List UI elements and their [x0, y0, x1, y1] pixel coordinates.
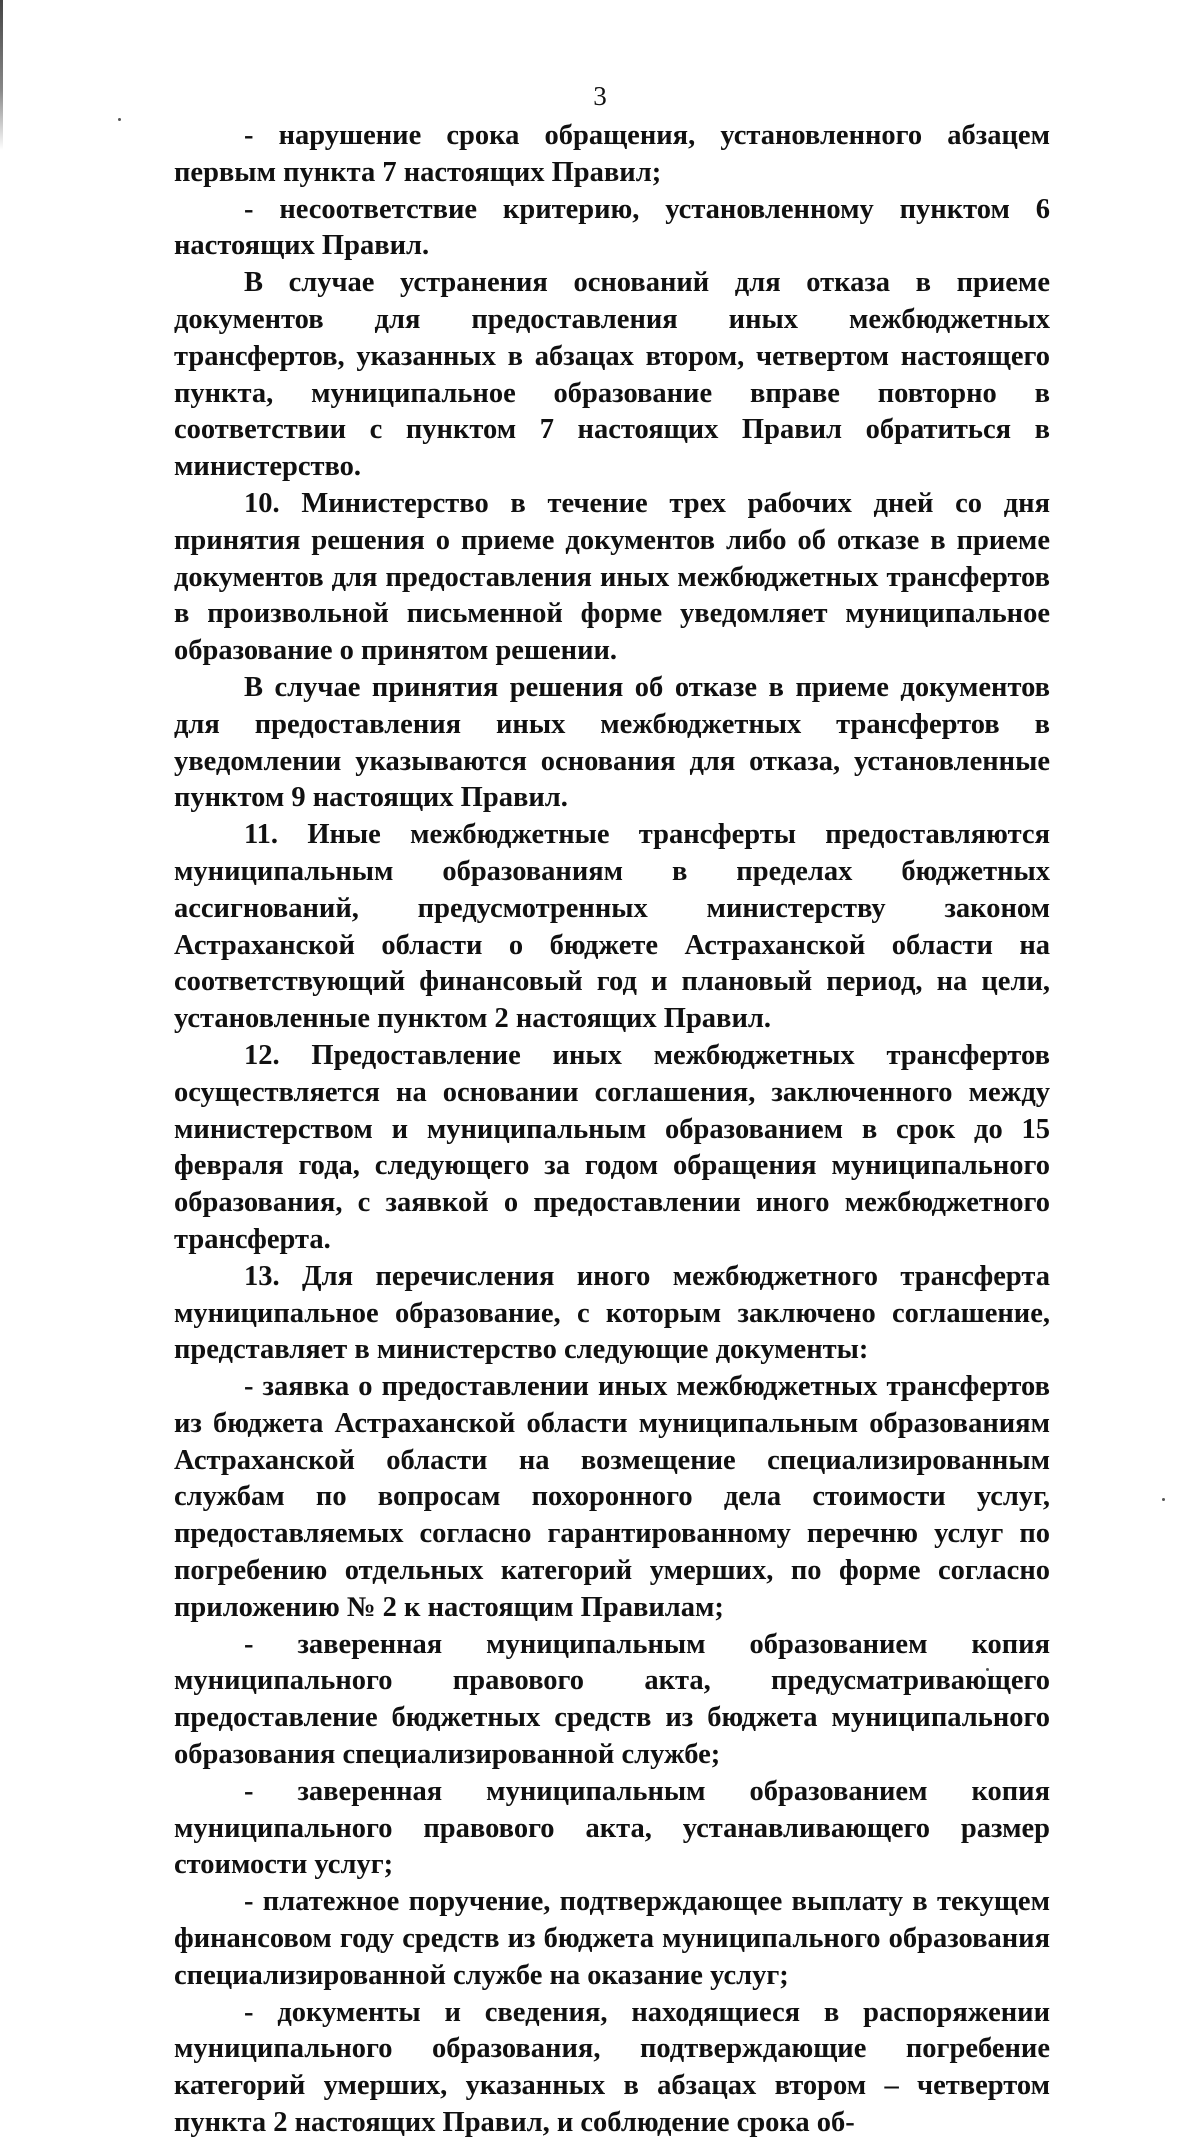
paragraph: 11. Иные межбюджетные трансферты предоставляются муниципальным образованиям в пределах бюджетных ассигнований, предусмотренных министерству законом Астраханской области о бюджете Астраханской области на соответствующий финансовый год и плановый период, на цели, установленные пунктом 2 настоящих Правил.	[174, 819, 1050, 1035]
paragraph: - документы и сведения, находящиеся в распоряжении муниципального образования, подтверждающие погребение категорий умерших, указанных в абзацах втором – четвертом пункта 2 настоящих Правил, и соблюдение срока об-	[174, 1996, 1050, 2139]
paragraph: - платежное поручение, подтверждающее выплату в текущем финансовом году средств из бюджета муниципального образования специализированной службе на оказание услуг;	[174, 1886, 1050, 1991]
paragraph: - заверенная муниципальным образованием копия муниципального правового акта, устанавливающего размер стоимости услуг;	[174, 1775, 1050, 1881]
paragraph: В случае принятия решения об отказе в приеме документов для предоставления иных межбюджетных трансфертов в уведомлении указываются основания для отказа, установленные пунктом 9 настоящих Правил.	[174, 671, 1050, 814]
paragraph: 10. Министерство в течение трех рабочих дней со дня принятия решения о приеме документов либо об отказе в приеме документов для предоставления иных межбюджетных трансфертов в произвольной письменной форме уведомляет муниципальное образование о принятом решении.	[174, 487, 1050, 667]
scan-edge-artifact	[0, 0, 3, 150]
scan-speck	[118, 118, 121, 121]
paragraph: 13. Для перечисления иного межбюджетного трансферта муниципальное образование, с которым заключено соглашение, представляет в министерство следующие документы:	[174, 1260, 1050, 1366]
paragraph: - нарушение срока обращения, установленного абзацем первым пункта 7 настоящих Правил;	[174, 120, 1050, 188]
paragraph: В случае устранения оснований для отказа в приеме документов для предоставления иных межбюджетных трансфертов, указанных в абзацах втором, четвертом настоящего пункта, муниципальное образование вправе повторно в соответствии с пунктом 7 настоящих Правил обратиться в министерство.	[174, 267, 1050, 483]
paragraph: - несоответствие критерию, установленному пунктом 6 настоящих Правил.	[174, 193, 1050, 262]
paragraph: - заверенная муниципальным образованием копия муниципального правового акта, предусматривающего предоставление бюджетных средств из бюджета муниципального образования специализированной службе;	[174, 1628, 1050, 1771]
scan-speck	[1162, 1498, 1165, 1501]
page-number: 3	[593, 81, 607, 111]
paragraph: 12. Предоставление иных межбюджетных трансфертов осуществляется на основании соглашения, заключенного между министерством и муниципальным образованием в срок до 15 февраля года, следующего за годом обращения муниципального образования, с заявкой о предоставлении иного межбюджетного трансферта.	[174, 1039, 1050, 1255]
document-body	[174, 118, 1050, 2142]
paragraph: - заявка о предоставлении иных межбюджетных трансфертов из бюджета Астраханской области муниципальным образованиям Астраханской области на возмещение специализированным службам по вопросам похоронного дела стоимости услуг, предоставляемых согласно гарантированному перечню услуг по погребению отдельных категорий умерших, по форме согласно приложению № 2 к настоящим Правилам;	[174, 1371, 1050, 1623]
